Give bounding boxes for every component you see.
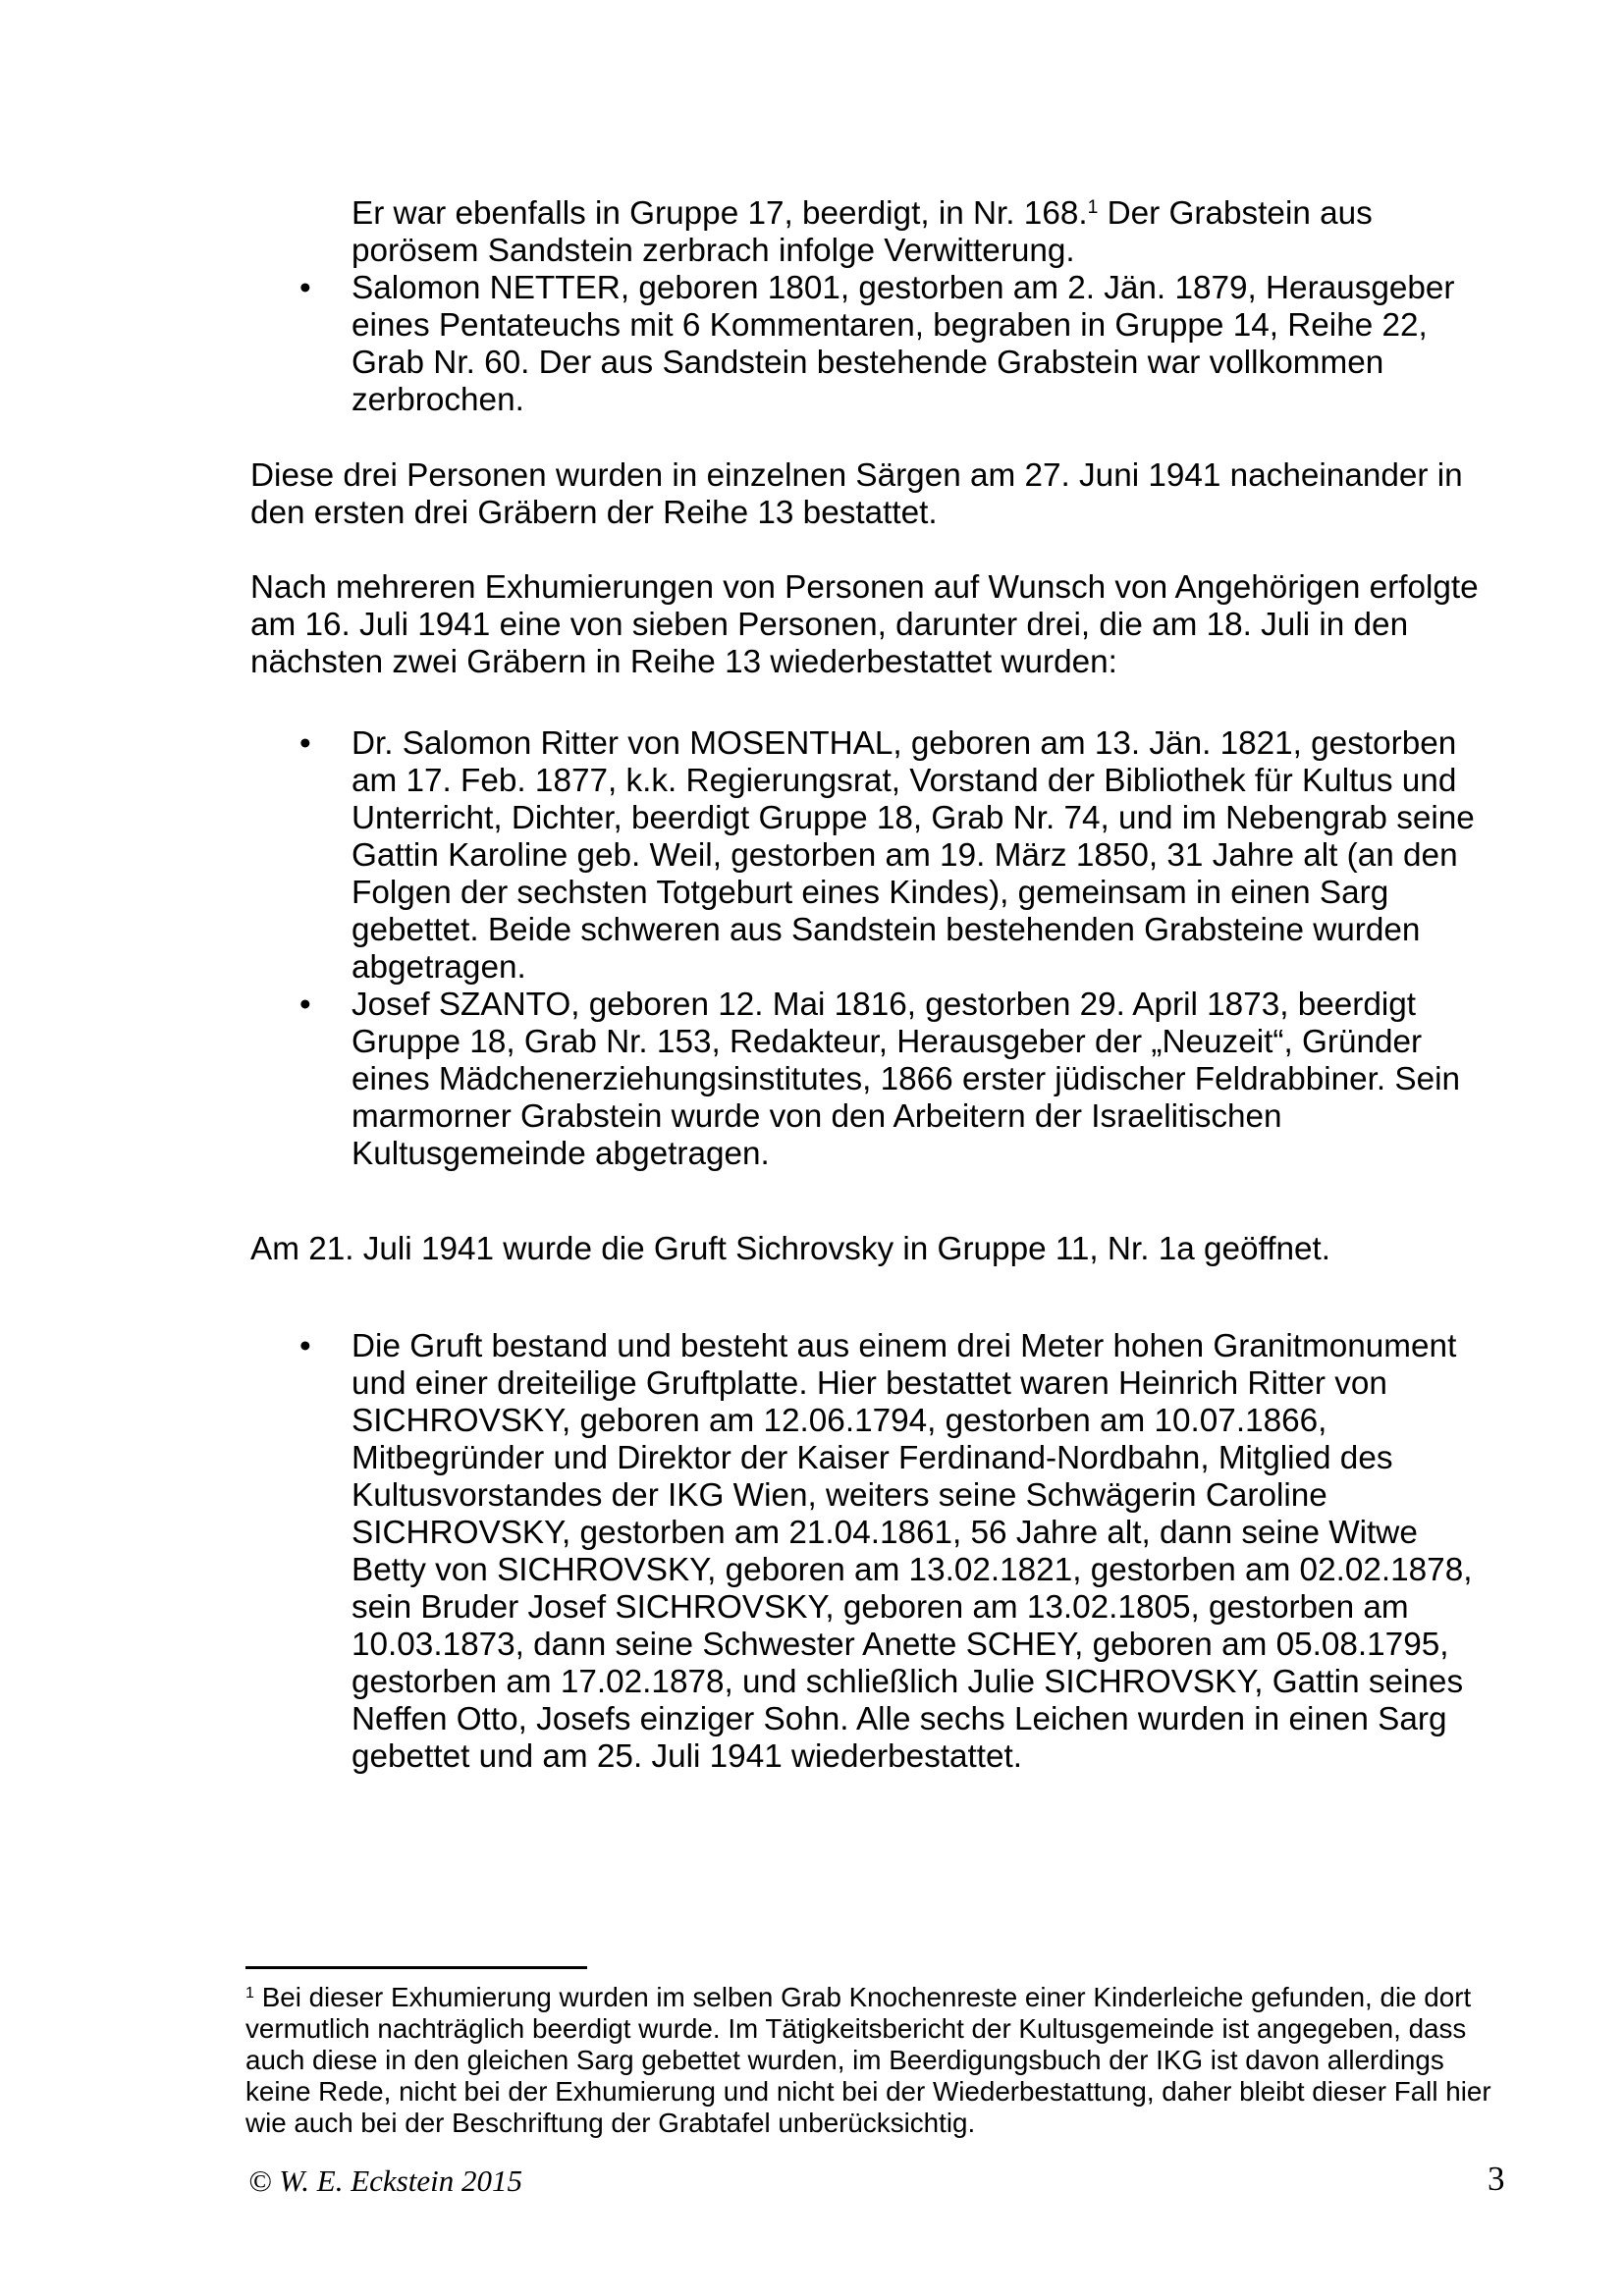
bullet-item-mosenthal: [299, 725, 1496, 987]
paragraph-gruft-opened: Am 21. Juli 1941 wurde die Gruft Sichrovsky in Gruppe 11, Nr. 1a geöffnet.: [250, 1231, 1330, 1267]
paragraph-text: Der Grabstein aus porösem Sandstein zerbrach infolge Verwitterung.: [352, 195, 1373, 269]
footnote-reference: 1: [1087, 197, 1099, 219]
paragraph-burial-june27: Diese drei Personen wurden in einzelnen Särgen am 27. Juni 1941 nacheinander in den ersten drei Gräbern der Reihe 13 bestattet.: [250, 457, 1463, 531]
bullet-marker: •: [299, 270, 311, 306]
bullet-item-gruft-sichrovsky: [299, 1328, 1496, 1776]
bullet-item-szanto: [299, 987, 1496, 1173]
copyright-notice: © W. E. Eckstein 2015: [248, 2163, 522, 2198]
footnote-marker: 1: [245, 1984, 254, 2002]
bullet-marker: •: [299, 987, 311, 1023]
paragraph-continuation: [352, 195, 1496, 270]
bullet-marker: •: [299, 725, 311, 762]
bullet-marker: •: [299, 1328, 311, 1364]
page-number: 3: [1488, 2160, 1505, 2198]
bullet-text: Salomon NETTER, geboren 1801, gestorben am 2. Jän. 1879, Herausgeber eines Pentateuchs mit 6 Kommentaren, begraben in Gruppe 14, Reihe 22, Grab Nr. 60. Der aus Sandstein bestehende Grabstein war vollkommen zerbrochen.: [352, 270, 1455, 418]
bullet-text: Die Gruft bestand und besteht aus einem drei Meter hohen Granitmonument und einer dreiteilige Gruftplatte. Hier bestattet waren Heinrich Ritter von SICHROVSKY, geboren am 12.06.1794, gestorben am 10.07.1866, Mitbegründer und Direktor der Kaiser Ferdinand-Nordbahn, Mitglied des Kultusvorstandes der IKG Wien, weiters seine Schwägerin Caroline SICHROVSKY, gestorben am 21.04.1861, 56 Jahre alt, dann seine Witwe Betty von SICHROVSKY, geboren am 13.02.1821, gestorben am 02.02.1878, sein Bruder Josef SICHROVSKY, geboren am 13.02.1805, gestorben am 10.03.1873, dann seine Schwester Anette SCHEY, geboren am 05.08.1795, gestorben am 17.02.1878, und schließlich Julie SICHROVSKY, Gattin seines Neffen Otto, Josefs einziger Sohn. Alle sechs Leichen wurden in einen Sarg gebettet und am 25. Juli 1941 wiederbestattet.: [352, 1328, 1473, 1775]
footnote: [245, 1982, 1502, 2139]
bullet-text: Josef SZANTO, geboren 12. Mai 1816, gestorben 29. April 1873, beerdigt Gruppe 18, Grab Nr. 153, Redakteur, Herausgeber der „Neuzeit“, Gründer eines Mädchenerziehungsinstitutes, 1866 erster jüdischer Feldrabbiner. Sein marmorner Grabstein wurde von den Arbeitern der Israelitischen Kultusgemeinde abgetragen.: [352, 987, 1461, 1172]
footnote-text: Bei dieser Exhumierung wurden im selben Grab Knochenreste einer Kinderleiche gefunden, die dort vermutlich nachträglich beerdigt wurde. Im Tätigkeitsbericht der Kultusgemeinde ist angegeben, dass auch diese in den gleichen Sarg gebettet wurden, im Beerdigungsbuch der IKG ist davon allerdings keine Rede, nicht bei der Exhumierung und nicht bei der Wiederbestattung, daher bleibt dieser Fall hier wie auch bei der Beschriftung der Grabtafel unberücksichtig.: [245, 1982, 1491, 2138]
paragraph-exhumations: Nach mehreren Exhumierungen von Personen auf Wunsch von Angehörigen erfolgte am 16. Juli 1941 eine von sieben Personen, darunter drei, die am 18. Juli in den nächsten zwei Gräbern in Reihe 13 wiederbestattet wurden:: [250, 569, 1479, 680]
bullet-text: Dr. Salomon Ritter von MOSENTHAL, geboren am 13. Jän. 1821, gestorben am 17. Feb. 1877, k.k. Regierungsrat, Vorstand der Bibliothek für Kultus und Unterricht, Dichter, beerdigt Gruppe 18, Grab Nr. 74, und im Nebengrab seine Gattin Karoline geb. Weil, gestorben am 19. März 1850, 31 Jahre alt (an den Folgen der sechsten Totgeburt eines Kindes), gemeinsam in einen Sarg gebettet. Beide schweren aus Sandstein bestehenden Grabsteine wurden abgetragen.: [352, 725, 1475, 986]
footnote-separator: [245, 1966, 587, 1969]
paragraph-text: Er war ebenfalls in Gruppe 17, beerdigt, in Nr. 168.: [352, 195, 1088, 232]
bullet-item-netter: [299, 270, 1496, 419]
